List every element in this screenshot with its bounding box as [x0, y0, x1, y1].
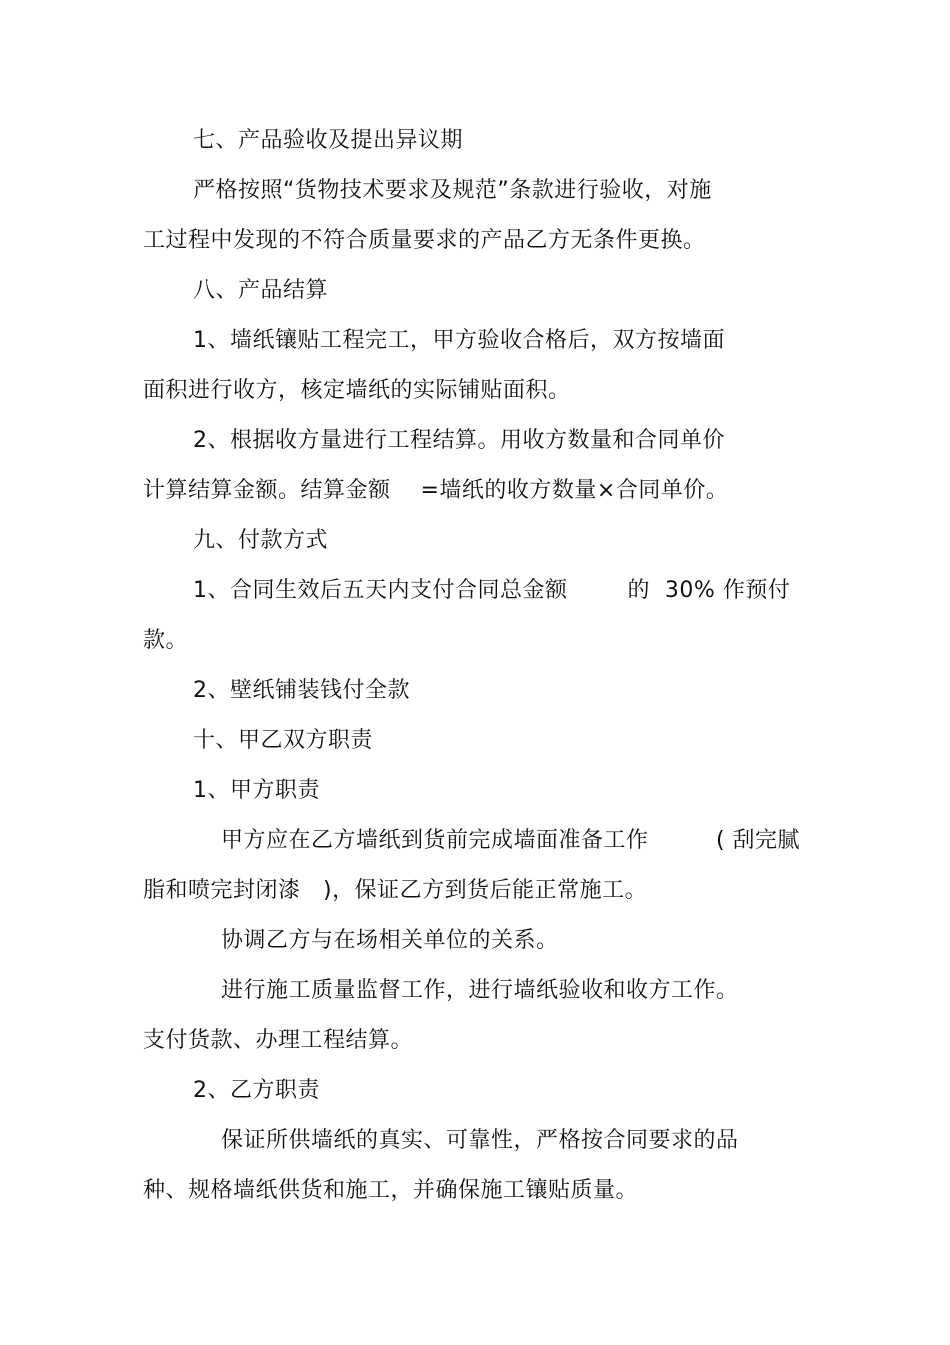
paragraph-line: 甲方应在乙方墙纸到货前完成墙面准备工作 ( 刮完腻 — [221, 828, 801, 853]
paragraph-line: 支付货款、办理工程结算。 — [143, 1028, 414, 1053]
paragraph-line: 种、规格墙纸供货和施工，并确保施工镶贴质量。 — [143, 1178, 639, 1203]
paragraph-line: 1、合同生效后五天内支付合同总金额 的 30% 作预付 — [193, 578, 791, 603]
paragraph-line: 工过程中发现的不符合质量要求的产品乙方无条件更换。 — [143, 228, 706, 253]
paragraph-line: 面积进行收方，核定墙纸的实际铺贴面积。 — [143, 378, 571, 403]
paragraph-line: 2、根据收方量进行工程结算。用收方数量和合同单价 — [193, 428, 725, 453]
subheading-party-a: 1、甲方职责 — [193, 778, 320, 803]
paragraph-line: 协调乙方与在场相关单位的关系。 — [221, 928, 559, 953]
paragraph-line: 计算结算金额。结算金额 =墙纸的收方数量×合同单价。 — [143, 478, 729, 503]
paragraph-line: 进行施工质量监督工作，进行墙纸验收和收方工作。 — [221, 978, 739, 1003]
paragraph-line: 脂和喷完封闭漆 )，保证乙方到货后能正常施工。 — [143, 878, 648, 903]
section-heading-acceptance: 七、产品验收及提出异议期 — [193, 128, 464, 153]
paragraph-line: 严格按照“货物技术要求及规范”条款进行验收，对施 — [193, 178, 712, 203]
section-heading-payment: 九、付款方式 — [193, 528, 329, 553]
subheading-party-b: 2、乙方职责 — [193, 1078, 320, 1103]
section-heading-settlement: 八、产品结算 — [193, 278, 329, 303]
paragraph-line: 款。 — [143, 628, 189, 653]
paragraph-line: 2、壁纸铺装钱付全款 — [193, 678, 410, 703]
paragraph-line: 1、墙纸镶贴工程完工，甲方验收合格后，双方按墙面 — [193, 328, 725, 353]
paragraph-line: 保证所供墙纸的真实、可靠性，严格按合同要求的品 — [221, 1128, 739, 1153]
section-heading-duties: 十、甲乙双方职责 — [193, 728, 374, 753]
